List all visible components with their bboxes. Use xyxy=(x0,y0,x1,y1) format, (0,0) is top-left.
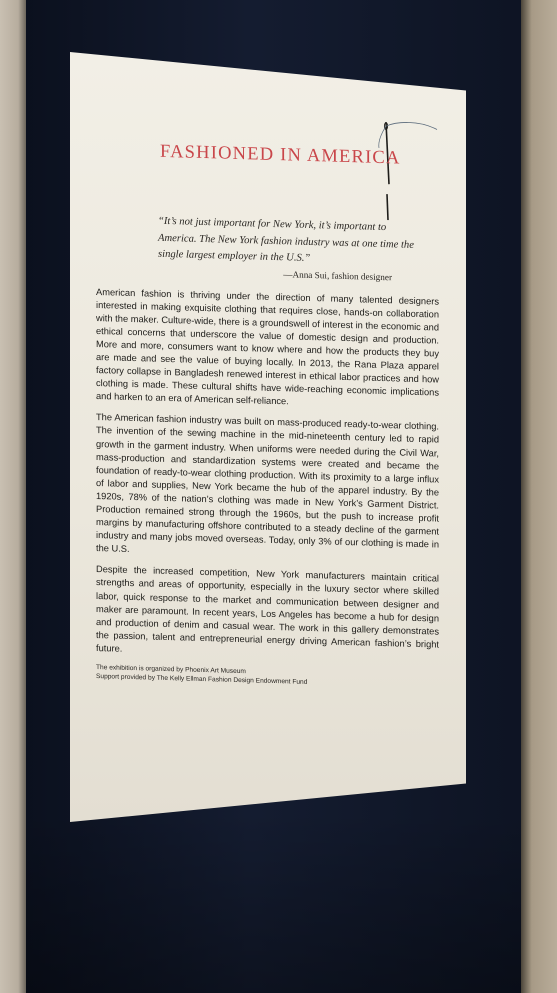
sign-title: FASHIONED IN AMERICA xyxy=(160,141,401,169)
organizer-credit: The exhibition is organized by Phoenix Art Museum xyxy=(96,664,246,676)
body-paragraph: Despite the increased competition, New York manufacturers maintain critical strengths and areas of opportunity, especially in the luxury sector where skilled labor, quick response to the market and communication between designer and maker are paramount. In recent years, Los Angeles has become a hub for design and production of denim and casual wear. The work in this gallery demonstrates the passion, talent and entrepreneurial energy driving American fashion’s bright future. xyxy=(96,564,439,654)
needle-and-thread-icon xyxy=(279,117,439,221)
body-paragraph: American fashion is thriving under the direction of many talented designers interested in making exquisite clothing that requires close, hands-on collaboration with the maker. Culture-wide, there is a groundswell of interest in the economic and ethical concerns that underscore the value of domestic design and production. More and more, consumers want to know where and how the products they buy are made and see the value of buying locally. In 2013, the Rana Plaza apparel factory collapse in Bangladesh renewed interest in ethical labor practices and how clothing is made. These cultural shifts have wide-reaching economic implications and harken to an era of American self-reliance. xyxy=(96,286,439,407)
support-credit: Support provided by The Kelly Ellman Fashion Design Endowment Fund xyxy=(96,673,308,687)
sign-body-text xyxy=(96,286,439,665)
title-area xyxy=(96,108,439,222)
quote-attribution: —Anna Sui, fashion designer xyxy=(283,268,392,282)
pull-quote: “It’s not just important for New York, it’s important to America. The New York fashion industry was at one time the single largest employer in the U.S.” xyxy=(158,215,414,264)
left-wall xyxy=(0,0,26,993)
sign-content xyxy=(96,108,439,691)
body-paragraph: The American fashion industry was built on mass-produced ready-to-wear clothing. The invention of the sewing machine in the mid-nineteenth century led to rapid growth in the garment industry. When uniforms were needed during the Civil War, mass-production and standardization systems were created and became the foundation of ready-to-wear clothing production. With its proximity to a large influx of labor and supplies, New York became the hub of the apparel industry. By the 1920s, 78% of the nation’s clothing was made in New York’s Garment District. Production remained strong through the 1960s, but the push to increase profit margins by manufacturing offshore contributed to a steady decline of the garment industry and many jobs moved overseas. Today, only 3% of our clothing is made in the U.S. xyxy=(96,412,439,555)
shadow-area xyxy=(26,813,521,993)
right-wall xyxy=(521,0,557,993)
